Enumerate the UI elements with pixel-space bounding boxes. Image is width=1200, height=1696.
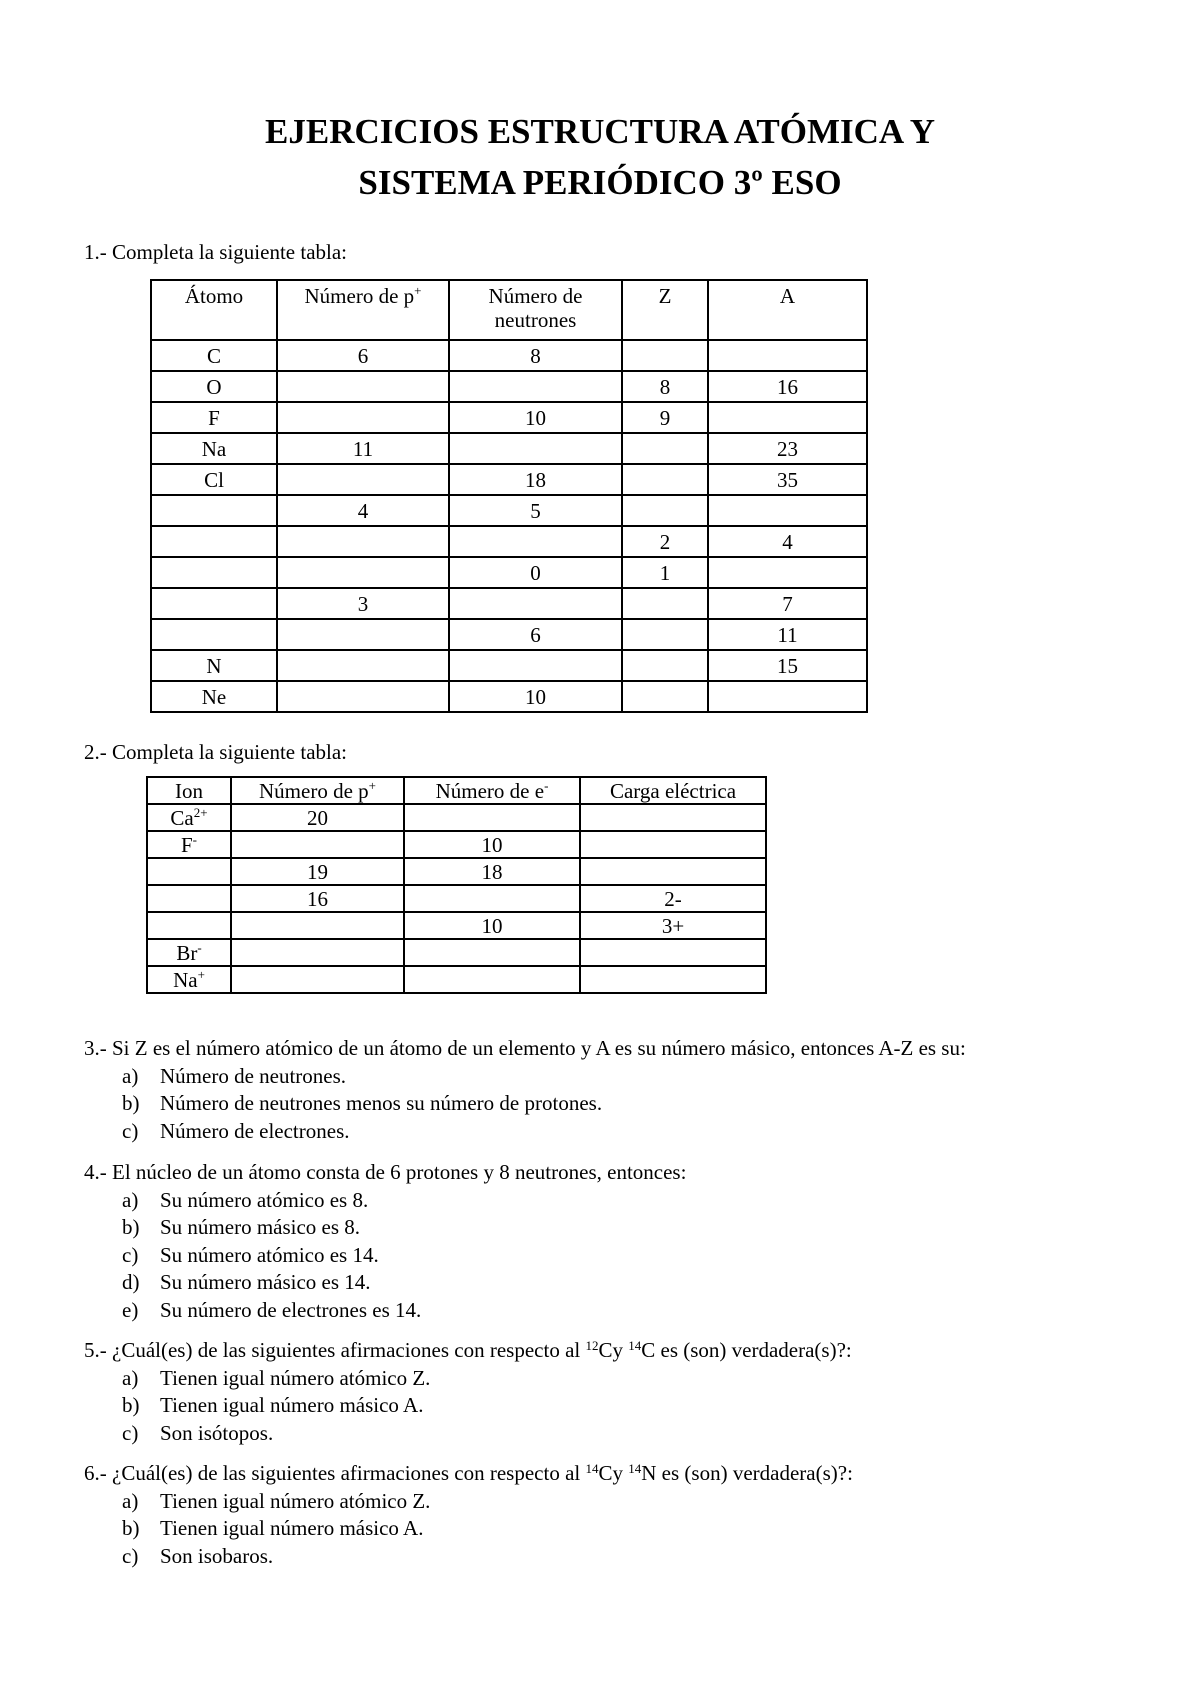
- isotope-2-symbol: N: [641, 1461, 657, 1485]
- page-title-line-1: EJERCICIOS ESTRUCTURA ATÓMICA Y: [265, 112, 935, 151]
- table-cell: [622, 650, 708, 681]
- table-cell: [449, 650, 622, 681]
- table-cell: 16: [708, 371, 867, 402]
- ion-table-header: [147, 777, 766, 804]
- table-row: [147, 831, 766, 858]
- option-text: Número de electrones.: [160, 1118, 350, 1143]
- table-cell: [151, 526, 277, 557]
- table-cell: [277, 557, 449, 588]
- isotope-1-mass: 12: [585, 1338, 599, 1353]
- option-text: Tienen igual número atómico Z.: [160, 1365, 431, 1390]
- table-row: [151, 619, 867, 650]
- answer-option: [84, 1118, 966, 1146]
- table-cell: 8: [449, 340, 622, 371]
- answer-option: [84, 1297, 686, 1325]
- isotope-1-symbol: C: [598, 1461, 613, 1485]
- table-cell: 10: [449, 402, 622, 433]
- table-cell: 23: [708, 433, 867, 464]
- table-cell: [622, 340, 708, 371]
- table-cell: [708, 340, 867, 371]
- table-cell: [580, 939, 766, 966]
- table-row: [151, 464, 867, 495]
- answer-option: [84, 1365, 852, 1393]
- table-row: [151, 526, 867, 557]
- exercise-1-heading: 1.- Completa la siguiente tabla:: [84, 240, 348, 264]
- table-cell: [277, 619, 449, 650]
- option-label: b): [122, 1091, 140, 1115]
- ion-symbol: Na: [173, 967, 198, 992]
- option-text: Su número atómico es 8.: [160, 1187, 369, 1212]
- table-row: [147, 858, 766, 885]
- answer-option: [84, 1515, 853, 1543]
- table-cell: [449, 526, 622, 557]
- question-6: [84, 1460, 853, 1570]
- table-cell: 4: [277, 495, 449, 526]
- option-label: e): [122, 1297, 139, 1322]
- table-cell: [231, 831, 404, 858]
- option-text: Número de neutrones menos su número de protones.: [160, 1091, 603, 1115]
- table-cell: [404, 966, 580, 993]
- table-cell: [580, 858, 766, 885]
- table-cell: [277, 402, 449, 433]
- ion-cell: [147, 831, 231, 858]
- isotope-2-mass: 14: [628, 1338, 642, 1353]
- table-cell: [277, 650, 449, 681]
- option-text: Tienen igual número atómico Z.: [160, 1488, 431, 1513]
- table-row: [151, 340, 867, 371]
- question-5-conj: y: [612, 1338, 629, 1362]
- table-cell: 3: [277, 588, 449, 619]
- table-cell: [151, 619, 277, 650]
- question-5: [84, 1337, 852, 1447]
- question-6-stem-start: 6.- ¿Cuál(es) de las siguientes afirmaciones con respecto al: [84, 1461, 586, 1485]
- option-label: d): [122, 1270, 140, 1294]
- table-cell: O: [151, 371, 277, 402]
- table-cell: 19: [231, 858, 404, 885]
- question-4-options: [84, 1187, 686, 1325]
- option-label: c): [122, 1420, 139, 1445]
- table-cell: [708, 402, 867, 433]
- ion-cell: [147, 885, 231, 912]
- option-label: b): [122, 1393, 140, 1417]
- table-cell: 8: [622, 371, 708, 402]
- isotope-2-mass: 14: [628, 1461, 642, 1476]
- question-6-stem-end: es (son) verdadera(s)?:: [656, 1461, 853, 1485]
- option-label: a): [122, 1187, 139, 1212]
- question-5-stem-end: es (son) verdadera(s)?:: [655, 1338, 852, 1362]
- page-title-line-2: SISTEMA PERIÓDICO 3º ESO: [358, 163, 842, 202]
- table-row: [151, 588, 867, 619]
- isotope-1-mass: 14: [585, 1461, 599, 1476]
- ion-charge-sup: -: [197, 939, 202, 955]
- atom-table-header: [151, 280, 867, 340]
- ion-cell: [147, 939, 231, 966]
- table-cell: 6: [449, 619, 622, 650]
- table-cell: [580, 831, 766, 858]
- option-text: Su número de electrones es 14.: [160, 1297, 422, 1322]
- table-cell: [708, 557, 867, 588]
- option-label: c): [122, 1118, 139, 1143]
- ion-charge-sup: +: [197, 966, 205, 982]
- table-cell: [449, 433, 622, 464]
- table-row: [147, 966, 766, 993]
- table-row: [147, 804, 766, 831]
- ion-symbol: Br: [176, 940, 198, 965]
- table-cell: [277, 464, 449, 495]
- question-5-options: [84, 1365, 852, 1448]
- ion-cell: [147, 858, 231, 885]
- table-cell: 11: [708, 619, 867, 650]
- table-cell: 3+: [580, 912, 766, 939]
- table-cell: 5: [449, 495, 622, 526]
- table-cell: [231, 966, 404, 993]
- table-cell: 10: [449, 681, 622, 712]
- header-ion-protons-sup: +: [368, 777, 376, 793]
- question-3-options: [84, 1063, 966, 1146]
- ion-cell: [147, 804, 231, 831]
- option-label: b): [122, 1215, 140, 1239]
- table-row: [151, 681, 867, 712]
- answer-option: [84, 1392, 852, 1420]
- option-label: b): [122, 1516, 140, 1540]
- question-6-stem: [84, 1460, 853, 1488]
- table-cell: 15: [708, 650, 867, 681]
- answer-option: [84, 1543, 853, 1571]
- isotope-2-symbol: C: [641, 1338, 656, 1362]
- table-row: [151, 371, 867, 402]
- table-row: [147, 939, 766, 966]
- table-cell: 16: [231, 885, 404, 912]
- question-6-options: [84, 1488, 853, 1571]
- table-cell: [622, 433, 708, 464]
- table-cell: [404, 885, 580, 912]
- option-text: Su número másico es 14.: [160, 1270, 371, 1294]
- answer-option: [84, 1090, 966, 1118]
- ion-charge-sup: 2+: [193, 804, 208, 820]
- header-ion-electrons-sup: -: [544, 777, 549, 793]
- table-cell: 1: [622, 557, 708, 588]
- table-cell: [404, 939, 580, 966]
- ion-symbol: F: [180, 832, 193, 857]
- isotope-1-symbol: C: [598, 1338, 613, 1362]
- question-5-stem: [84, 1337, 852, 1365]
- table-cell: [277, 681, 449, 712]
- option-text: Son isótopos.: [160, 1420, 274, 1445]
- table-cell: [231, 912, 404, 939]
- table-cell: [622, 495, 708, 526]
- table-cell: [277, 371, 449, 402]
- header-neutrons: Número de neutrones: [449, 280, 622, 340]
- table-cell: [708, 681, 867, 712]
- table-cell: [404, 804, 580, 831]
- table-cell: 0: [449, 557, 622, 588]
- table-cell: 10: [404, 912, 580, 939]
- answer-option: [84, 1488, 853, 1516]
- table-row: [151, 433, 867, 464]
- option-label: a): [122, 1063, 139, 1088]
- header-ion-protons: [231, 777, 404, 804]
- header-ion-protons-label: Número de p: [259, 778, 369, 803]
- ion-cell: [147, 966, 231, 993]
- table-cell: F: [151, 402, 277, 433]
- table-row: [147, 912, 766, 939]
- table-cell: 6: [277, 340, 449, 371]
- header-ion-electrons-label: Número de e: [435, 778, 545, 803]
- table-row: [151, 402, 867, 433]
- question-6-conj: y: [612, 1461, 629, 1485]
- table-cell: 18: [404, 858, 580, 885]
- table-cell: [449, 371, 622, 402]
- table-cell: [277, 526, 449, 557]
- table-cell: [622, 588, 708, 619]
- answer-option: [84, 1187, 686, 1215]
- table-cell: 20: [231, 804, 404, 831]
- option-text: Su número másico es 8.: [160, 1215, 361, 1239]
- option-label: c): [122, 1242, 139, 1267]
- table-cell: [622, 619, 708, 650]
- question-4: [84, 1159, 686, 1324]
- table-cell: 7: [708, 588, 867, 619]
- answer-option: [84, 1269, 686, 1297]
- option-text: Tienen igual número másico A.: [160, 1393, 424, 1417]
- option-text: Tienen igual número másico A.: [160, 1516, 424, 1540]
- option-text: Número de neutrones.: [160, 1063, 347, 1088]
- header-z: Z: [622, 280, 708, 340]
- option-label: a): [122, 1365, 139, 1390]
- exercise-2-heading: 2.- Completa la siguiente tabla:: [84, 740, 348, 764]
- table-cell: 9: [622, 402, 708, 433]
- table-cell: [151, 588, 277, 619]
- table-row: [147, 885, 766, 912]
- header-a: A: [708, 280, 867, 340]
- table-cell: C: [151, 340, 277, 371]
- header-ion: Ion: [147, 777, 231, 804]
- header-protons: [277, 280, 449, 340]
- answer-option: [84, 1214, 686, 1242]
- option-text: Su número atómico es 14.: [160, 1242, 379, 1267]
- table-cell: [151, 557, 277, 588]
- header-protons-sup: +: [414, 283, 422, 298]
- table-cell: 2-: [580, 885, 766, 912]
- table-cell: 35: [708, 464, 867, 495]
- table-cell: Na: [151, 433, 277, 464]
- header-atomo: Átomo: [151, 280, 277, 340]
- atom-table: [150, 279, 868, 713]
- table-cell: 18: [449, 464, 622, 495]
- table-cell: 10: [404, 831, 580, 858]
- table-cell: [622, 681, 708, 712]
- question-5-stem-start: 5.- ¿Cuál(es) de las siguientes afirmaciones con respecto al: [84, 1338, 586, 1362]
- option-label: a): [122, 1488, 139, 1513]
- option-label: c): [122, 1543, 139, 1568]
- answer-option: [84, 1063, 966, 1091]
- table-cell: Ne: [151, 681, 277, 712]
- answer-option: [84, 1242, 686, 1270]
- table-row: [151, 495, 867, 526]
- question-3-stem: 3.- Si Z es el número atómico de un átomo de un elemento y A es su número másico, entonces A-Z es su:: [84, 1036, 966, 1060]
- table-cell: 4: [708, 526, 867, 557]
- table-cell: [580, 966, 766, 993]
- table-cell: [622, 464, 708, 495]
- question-3: [84, 1035, 966, 1145]
- table-row: [151, 557, 867, 588]
- header-protons-label: Número de p: [304, 284, 415, 308]
- table-row: [151, 650, 867, 681]
- table-cell: [708, 495, 867, 526]
- option-text: Son isobaros.: [160, 1543, 274, 1568]
- ion-cell: [147, 912, 231, 939]
- ion-symbol: Ca: [170, 805, 194, 830]
- table-cell: [231, 939, 404, 966]
- table-cell: 2: [622, 526, 708, 557]
- header-charge: Carga eléctrica: [580, 777, 766, 804]
- ion-charge-sup: -: [192, 831, 198, 847]
- table-cell: [580, 804, 766, 831]
- header-ion-electrons: [404, 777, 580, 804]
- table-cell: N: [151, 650, 277, 681]
- table-cell: [449, 588, 622, 619]
- ion-table: [146, 776, 767, 994]
- table-cell: [151, 495, 277, 526]
- table-cell: Cl: [151, 464, 277, 495]
- question-4-stem: 4.- El núcleo de un átomo consta de 6 protones y 8 neutrones, entonces:: [84, 1160, 687, 1184]
- table-cell: 11: [277, 433, 449, 464]
- answer-option: [84, 1420, 852, 1448]
